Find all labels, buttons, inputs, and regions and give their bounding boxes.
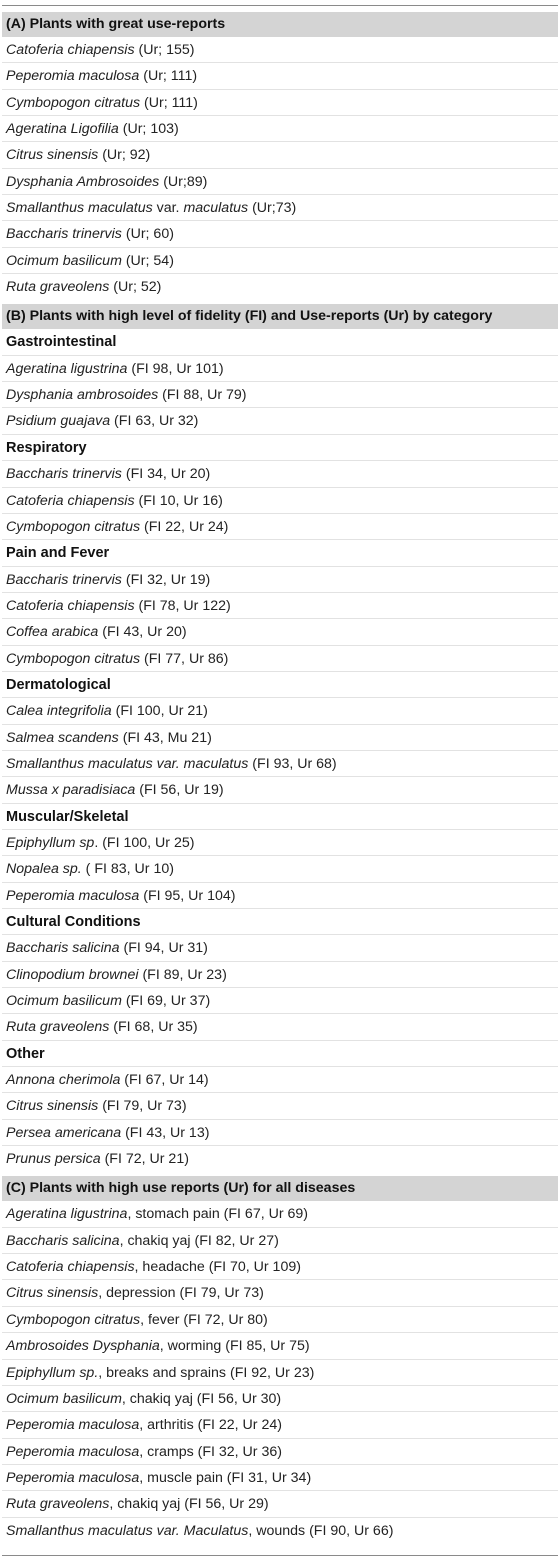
table-row — [2, 1280, 558, 1306]
row-detail: (FI 89, Ur 23) — [138, 966, 227, 983]
table-row — [2, 1201, 558, 1227]
row-detail: (FI 78, Ur 122) — [134, 597, 231, 614]
species-name: Prunus persica — [6, 1151, 101, 1168]
table-row — [2, 962, 558, 988]
row-detail: (FI 68, Ur 35) — [109, 1019, 198, 1036]
row-detail: (FI 72, Ur 21) — [100, 1151, 189, 1168]
species-name: Ruta graveolens — [6, 279, 110, 296]
species-name: Citrus sinensis — [6, 147, 99, 164]
table-row — [2, 935, 558, 961]
row-detail: (FI 63, Ur 32) — [110, 413, 199, 430]
category-heading: Muscular/Skeletal — [2, 804, 558, 830]
species-name: Smallanthus maculatus var. Maculatus — [6, 1522, 249, 1539]
row-detail: (FI 32, Ur 19) — [121, 571, 211, 588]
species-name: Peperomia maculosa — [6, 887, 140, 904]
row-detail: , muscle pain (FI 31, Ur 34) — [139, 1469, 312, 1486]
species-name: Peperomia maculosa — [6, 68, 140, 85]
species-name: Ambrosoides Dysphania — [6, 1338, 160, 1355]
table-row — [2, 1146, 558, 1172]
species-name: Mussa x paradisiaca — [6, 782, 136, 799]
table-row — [2, 63, 558, 89]
table-row — [2, 142, 558, 168]
table-row — [2, 488, 558, 514]
row-detail: (FI 94, Ur 31) — [119, 940, 208, 957]
table-row — [2, 1067, 558, 1093]
species-name: Dysphania ambrosoides — [6, 387, 159, 404]
row-detail: (FI 67, Ur 14) — [120, 1072, 209, 1089]
table-row — [2, 1386, 558, 1412]
table-row — [2, 1333, 558, 1359]
row-detail: (FI 34, Ur 20) — [121, 466, 211, 483]
species-name: Annona cherimola — [6, 1072, 121, 1089]
table-row — [2, 221, 558, 247]
species-name: Catoferia chiapensis — [6, 1259, 135, 1276]
table-row — [2, 356, 558, 382]
section-a-body — [2, 37, 558, 300]
row-detail: , cramps (FI 32, Ur 36) — [139, 1443, 282, 1460]
row-detail: (FI 95, Ur 104) — [139, 887, 236, 904]
plants-table — [2, 5, 558, 1556]
row-detail: , chakiq yaj (FI 56, Ur 29) — [109, 1496, 269, 1513]
species-name: Ageratina ligustrina — [6, 360, 128, 377]
table-top-rule — [2, 5, 558, 6]
species-name: Epiphyllum sp. — [6, 1364, 99, 1381]
table-row — [2, 514, 558, 540]
species-name: Catoferia chiapensis — [6, 42, 135, 58]
row-detail: , fever (FI 72, Ur 80) — [140, 1311, 268, 1328]
variety-name: maculatus — [183, 200, 249, 217]
table-row — [2, 988, 558, 1014]
row-detail: (Ur; 52) — [109, 279, 162, 296]
row-detail: . (FI 100, Ur 25) — [94, 834, 195, 851]
species-name: Baccharis trinervis — [6, 226, 122, 243]
row-detail: (FI 43, Ur 20) — [98, 624, 187, 641]
table-row — [2, 1014, 558, 1040]
row-detail: (FI 43, Ur 13) — [121, 1124, 210, 1141]
species-name: Calea integrifolia — [6, 703, 112, 720]
table-row — [2, 883, 558, 909]
row-detail: , breaks and sprains (FI 92, Ur 23) — [98, 1364, 315, 1381]
row-detail: (FI 98, Ur 101) — [127, 360, 224, 377]
category-heading: Gastrointestinal — [2, 329, 558, 355]
species-name: Smallanthus maculatus — [6, 200, 153, 217]
table-row — [2, 830, 558, 856]
table-row — [2, 248, 558, 274]
species-name: Cymbopogon citratus — [6, 94, 141, 111]
species-name: Peperomia maculosa — [6, 1469, 140, 1486]
row-detail: (Ur; 111) — [140, 94, 198, 111]
row-detail: (Ur; 60) — [121, 226, 174, 243]
species-name: Ageratina ligustrina — [6, 1206, 128, 1223]
category-heading: Cultural Conditions — [2, 909, 558, 935]
species-name: Salmea scandens — [6, 729, 119, 746]
row-detail: (Ur; 92) — [98, 147, 151, 164]
species-name: Catoferia chiapensis — [6, 597, 135, 614]
species-name: Coffea arabica — [6, 624, 99, 641]
species-name: Ocimum basilicum — [6, 993, 122, 1010]
section-c-body — [2, 1201, 558, 1543]
table-row — [2, 751, 558, 777]
row-detail: (Ur; 54) — [121, 252, 174, 269]
row-detail: , wounds (FI 90, Ur 66) — [248, 1522, 394, 1539]
category-heading: Other — [2, 1041, 558, 1067]
table-row — [2, 1465, 558, 1491]
table-row — [2, 856, 558, 882]
species-name: Cymbopogon citratus — [6, 1311, 141, 1328]
table-row — [2, 1360, 558, 1386]
species-name: Clinopodium brownei — [6, 966, 139, 983]
species-name: Ocimum basilicum — [6, 252, 122, 269]
species-name: Ruta graveolens — [6, 1496, 110, 1513]
species-name: Ruta graveolens — [6, 1019, 110, 1036]
species-name: Catoferia chiapensis — [6, 492, 135, 509]
row-detail: (FI 93, Ur 68) — [248, 755, 337, 772]
row-detail: , worming (FI 85, Ur 75) — [159, 1338, 310, 1355]
species-name: Nopalea sp. — [6, 861, 82, 878]
species-name: Persea americana — [6, 1124, 122, 1141]
table-row — [2, 461, 558, 487]
species-name: Baccharis salicina — [6, 940, 120, 957]
section-a-header: (A) Plants with great use-reports — [2, 12, 558, 37]
table-row — [2, 1093, 558, 1119]
table-row — [2, 1307, 558, 1333]
table-row — [2, 90, 558, 116]
row-detail: , chakiq yaj (FI 56, Ur 30) — [121, 1390, 282, 1407]
table-row — [2, 274, 558, 300]
section-b-header: (B) Plants with high level of fidelity (FI) and Use-reports (Ur) by category — [2, 304, 558, 329]
row-detail: (FI 69, Ur 37) — [121, 993, 211, 1010]
row-detail: (Ur; 103) — [118, 121, 179, 138]
row-detail: (FI 100, Ur 21) — [111, 703, 208, 720]
row-detail: (FI 88, Ur 79) — [158, 387, 247, 404]
row-detail: (FI 43, Mu 21) — [118, 729, 212, 746]
row-detail: (FI 77, Ur 86) — [140, 650, 229, 667]
species-name: Dysphania Ambrosoides — [6, 173, 160, 190]
row-detail: (Ur; 155) — [134, 42, 195, 58]
row-detail: (Ur;89) — [159, 173, 208, 190]
category-heading: Pain and Fever — [2, 540, 558, 566]
table-row — [2, 1491, 558, 1517]
table-row — [2, 382, 558, 408]
category-heading: Dermatological — [2, 672, 558, 698]
table-row — [2, 1228, 558, 1254]
table-row — [2, 116, 558, 142]
species-name: Peperomia maculosa — [6, 1417, 140, 1434]
row-detail: (Ur;73) — [248, 200, 297, 217]
row-detail: , stomach pain (FI 67, Ur 69) — [127, 1206, 309, 1223]
table-row — [2, 1439, 558, 1465]
species-name: Peperomia maculosa — [6, 1443, 140, 1460]
row-detail: , arthritis (FI 22, Ur 24) — [139, 1417, 282, 1434]
table-row — [2, 408, 558, 434]
table-row — [2, 169, 558, 195]
row-detail: , headache (FI 70, Ur 109) — [134, 1259, 301, 1276]
section-c-header: (C) Plants with high use reports (Ur) for all diseases — [2, 1176, 558, 1201]
table-row — [2, 567, 558, 593]
table-row — [2, 646, 558, 672]
row-detail: (Ur; 111) — [139, 68, 198, 85]
species-name: Cymbopogon citratus — [6, 650, 141, 667]
table-row — [2, 698, 558, 724]
row-detail: (FI 79, Ur 73) — [98, 1098, 187, 1115]
species-name: Psidium guajava — [6, 413, 111, 430]
species-name: Citrus sinensis — [6, 1285, 99, 1302]
species-name: Epiphyllum sp — [6, 834, 95, 851]
species-name: Citrus sinensis — [6, 1098, 99, 1115]
species-name: Baccharis trinervis — [6, 466, 122, 483]
row-detail: (FI 22, Ur 24) — [140, 518, 229, 535]
table-row — [2, 1518, 558, 1544]
table-row — [2, 777, 558, 803]
category-heading: Respiratory — [2, 435, 558, 461]
row-detail: , chakiq yaj (FI 82, Ur 27) — [119, 1232, 279, 1249]
species-name: Baccharis trinervis — [6, 571, 122, 588]
row-detail: ( FI 83, Ur 10) — [81, 861, 174, 878]
species-name: Ageratina Ligofilia — [6, 121, 119, 138]
table-row — [2, 725, 558, 751]
table-row — [2, 195, 558, 221]
table-row — [2, 1412, 558, 1438]
species-name: Ocimum basilicum — [6, 1390, 122, 1407]
section-b-body — [2, 329, 558, 1172]
table-row — [2, 1120, 558, 1146]
table-row — [2, 37, 558, 63]
table-row — [2, 619, 558, 645]
species-name: Smallanthus maculatus var. maculatus — [6, 755, 249, 772]
species-name: Baccharis salicina — [6, 1232, 120, 1249]
table-row — [2, 1254, 558, 1280]
species-name: Cymbopogon citratus — [6, 518, 141, 535]
row-detail: , depression (FI 79, Ur 73) — [98, 1285, 264, 1302]
row-detail: (FI 56, Ur 19) — [135, 782, 224, 799]
row-detail: (FI 10, Ur 16) — [134, 492, 223, 509]
row-detail: var. — [152, 200, 184, 217]
table-row — [2, 593, 558, 619]
